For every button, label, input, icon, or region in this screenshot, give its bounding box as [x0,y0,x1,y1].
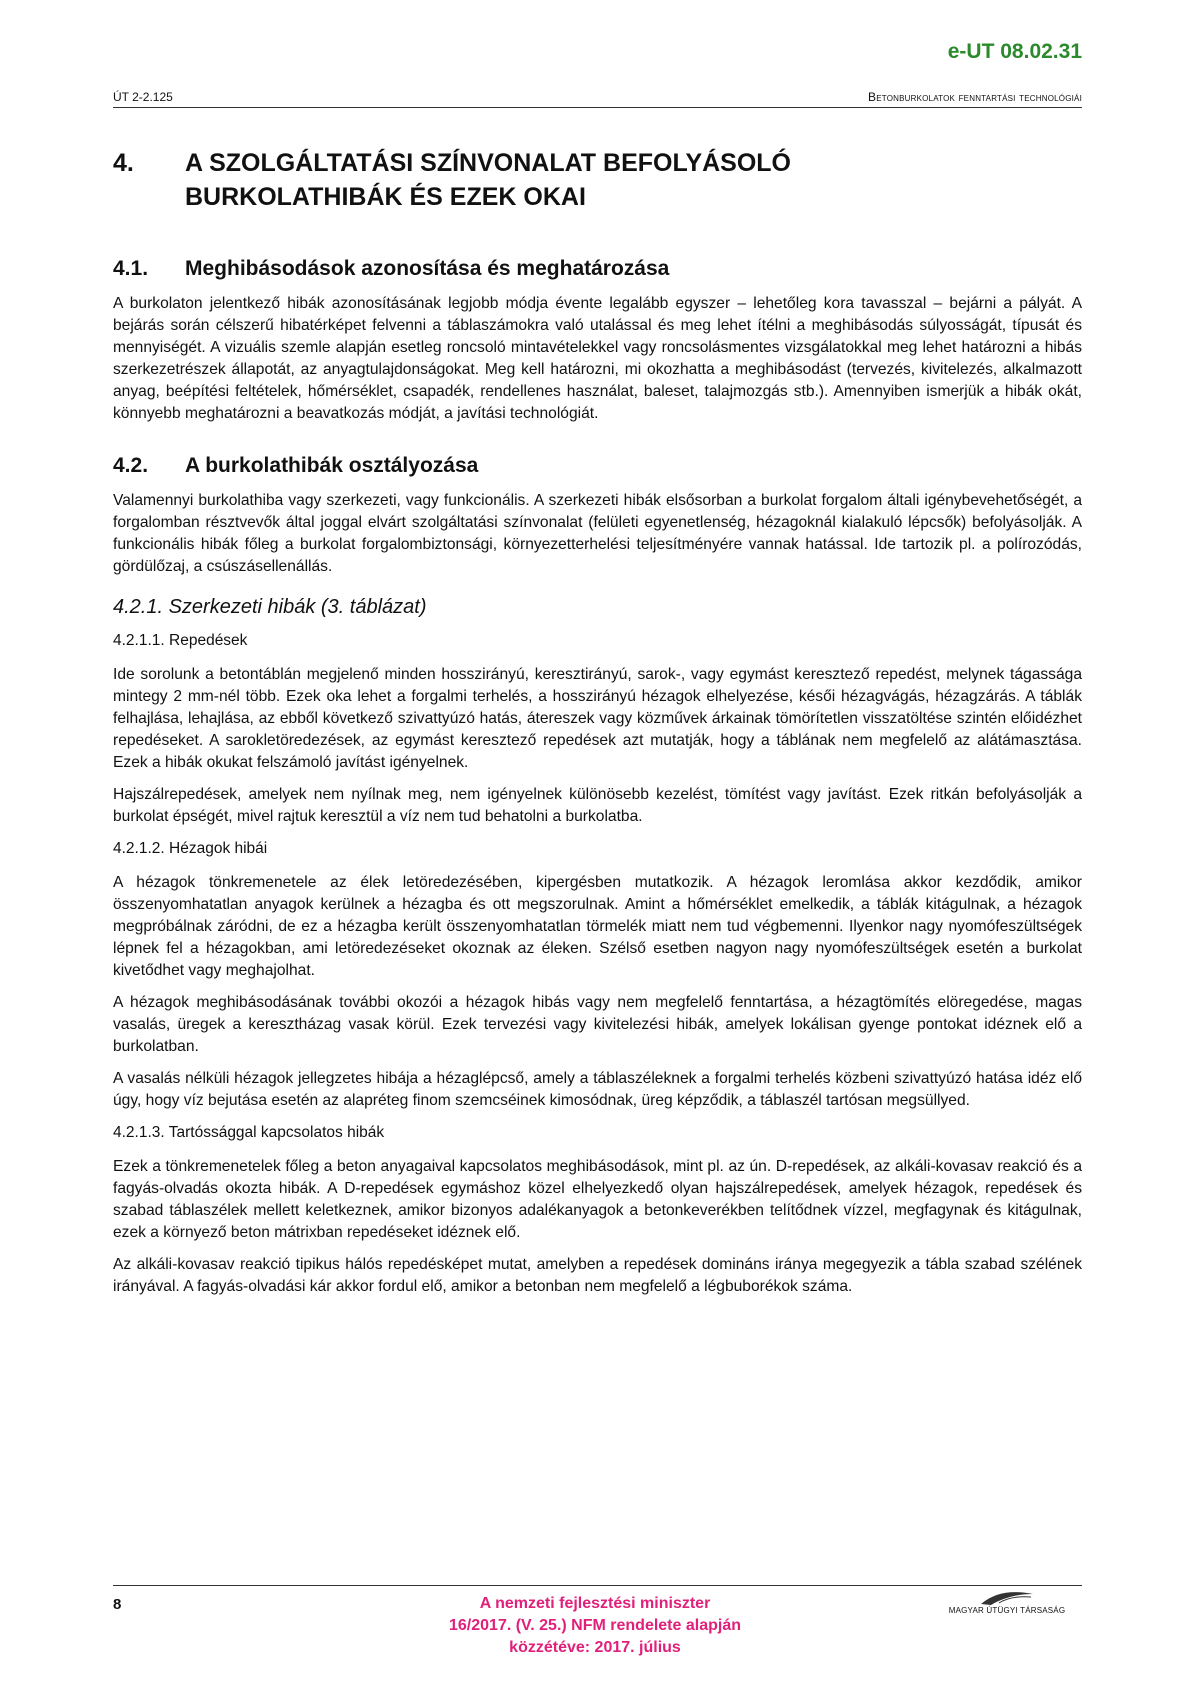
section-number: 4.1. [113,257,149,280]
legal-notice [380,1593,810,1659]
section-number: 4.2. [113,454,149,477]
paragraph: Ide sorolunk a betontáblán megjelenő minden hosszirányú, keresztirányú, sarok-, vagy egymást keresztező repedést, melynek tágassága mintegy 2 mm-nél több. Ezek oka lehet a forgalmi terhelés, a hosszirányú hézagok elhelyezése, késői hézagvágás, hézagzárás. A táblák felhajlása, lehajlása, az ebből következő szivattyúzó hatás, átereszek vagy közművek árkainak tömörítetlen visszatöltése szintén előidézhet repedéseket. A sarokletöredezések, az egymást keresztező repedések azt mutatják, hogy a táblának nem megfelelő az alátámasztása. Ezek a hibák okukat felszámoló javítást igényelnek. [113,666,1082,771]
running-title: Betonburkolatok fenntartási technológiái [868,90,1082,104]
paragraph: A vasalás nélküli hézagok jellegzetes hibája a hézaglépcső, amely a táblaszéleknek a forgalmi terhelés közbeni szivattyúzó hatása idéz elő úgy, hogy víz bejutása esetén az alapréteg finom szemcséinek kimosódnak, üreg képződik, a táblaszél tartósan megsüllyed. [113,1070,1082,1109]
subsubsection-heading-repedesek: 4.2.1.1. Repedések [113,632,248,649]
publisher-name: MAGYAR ÚTÜGYI TÁRSASÁG [948,1606,1066,1615]
legal-line-1: A nemzeti fejlesztési miniszter [479,1595,711,1612]
chapter-title-line2: BURKOLATHIBÁK ÉS EZEK OKAI [185,183,586,211]
page-content [113,136,1082,1298]
paragraph: A burkolaton jelentkező hibák azonosításának legjobb módja évente legalább egyszer – lehetőleg kora tavasszal – bejárni a pályát. A bejárás során célszerű hibatérképet felvenni a táblaszámokra való utalással és meg lehet ítélni a meghibásodás súlyosságát, típusát és mennyiségét. A vizuális szemle alapján esetleg roncsoló mintavételekkel vagy roncsolásmentes vizsgálatokkal meg lehet határozni a hibás szerkezetrészek állapotát, az anyagtulajdonságokat. Meg kell határozni, mi okozhatta a meghibásodást (tervezés, kivitelezés, alkalmazott anyag, beépítési feltételek, hőmérséklet, csapadék, rendellenes használat, baleset, talajmozgás stb.). Amennyiben ismerjük a hibák okát, könnyebb meghatározni a beavatkozás módját, a javítási technológiát. [113,295,1082,422]
legal-line-2: 16/2017. (V. 25.) NFM rendelete alapján [449,1617,741,1634]
chapter-title [185,146,791,214]
footer-divider [113,1585,1082,1586]
doc-code: e-UT 08.02.31 [947,40,1082,63]
section-title: A burkolathibák osztályozása [185,454,479,477]
paragraph: Ezek a tönkremenetelek főleg a beton anyagaival kapcsolatos meghibásodások, mint pl. az ún. D-repedések, az alkáli-kovasav reakció és a fagyás-olvadás okozta hibák. A D-repedések egymáshoz közel elhelyezkedő olyan hajszálrepedések, amelyek hézagok, repedések és szabad táblaszélek mellett keletkeznek, amikor bizonyos adalékanyagok a betonkeverékben telítődnek vízzel, megfagynak és kitágulnak, ezek a környező beton mátrixban repedéseket idéznek elő. [113,1158,1082,1241]
paragraph: A hézagok meghibásodásának további okozói a hézagok hibás vagy nem megfelelő fenntartása, a hézagtömítés elöregedése, magas vasalás, üregek a keresztházag vasak körül. Ezek tervezési vagy kivitelezési hibák, amelyek lokálisan gyenge pontokat idéznek elő a burkolatban. [113,994,1082,1055]
paragraph: Az alkáli-kovasav reakció tipikus hálós repedésképet mutat, amelyben a repedések domináns iránya megegyezik a tábla szabad szélének irányával. A fagyás-olvadási kár akkor fordul elő, amikor a betonban nem megfelelő a légbuborékok száma. [113,1256,1082,1295]
standard-number: ÚT 2-2.125 [113,90,173,104]
running-header [113,84,1082,108]
page-number: 8 [113,1596,122,1613]
chapter-number: 4. [113,149,134,177]
section-title: Meghibásodások azonosítása és meghatározása [185,257,670,280]
paragraph: Hajszálrepedések, amelyek nem nyílnak meg, nem igényelnek különösebb kezelést, tömítést vagy javítást. Ezek ritkán befolyásolják a burkolat épségét, mivel rajtuk keresztül a víz nem tud behatolni a burkolatba. [113,786,1082,825]
section-heading-4-1 [113,255,1082,283]
legal-line-3: közzétéve: 2017. július [509,1639,681,1656]
publisher-logo [932,1590,1082,1630]
subsubsection-heading-hezagok: 4.2.1.2. Hézagok hibái [113,840,268,857]
paragraph: A hézagok tönkremenetele az élek letöredezésében, kipergésben mutatkozik. A hézagok leromlása akkor kezdődik, amikor összenyomhatatlan anyagok kerülnek a hézagba és ott megszorulnak. Amint a hőmérséklet emelkedik, a táblák kitágulnak, a hézagok megpróbálnak záródni, de ez a hézagba került összenyomhatatlan törmelék miatt nem tud végbemenni. Ilyenkor nagy nyomófeszültségek lépnek fel a hézagokban, ami letöredezéseket okoznak az éleken. Szélső esetben nagyon nagy nyomófeszültségek esetén a burkolat kivetődhet vagy meghajolhat. [113,874,1082,979]
chapter-title-line1: A SZOLGÁLTATÁSI SZÍNVONALAT BEFOLYÁSOLÓ [185,149,792,177]
chapter-heading [113,146,1082,214]
subsubsection-heading-tartossag: 4.2.1.3. Tartóssággal kapcsolatos hibák [113,1124,385,1141]
paragraph: Valamennyi burkolathiba vagy szerkezeti, vagy funkcionális. A szerkezeti hibák elsősorban a burkolat forgalom általi igénybevehetőségét, a forgalomban résztvevők által joggal elvárt szolgáltatási színvonalat (felületi egyenetlenség, hézagoknál kialakuló lépcsők) befolyásolják. A funkcionális hibák főleg a burkolat forgalombiztonsági, környezetterhelési teljesítményére vannak hatással. Ide tartozik pl. a polírozódás, gördülőzaj, a csúszásellenállás. [113,492,1082,575]
road-swoosh-icon [977,1590,1037,1606]
section-heading-4-2 [113,452,1082,480]
subsection-heading-4-2-1: 4.2.1. Szerkezeti hibák (3. táblázat) [113,596,427,618]
